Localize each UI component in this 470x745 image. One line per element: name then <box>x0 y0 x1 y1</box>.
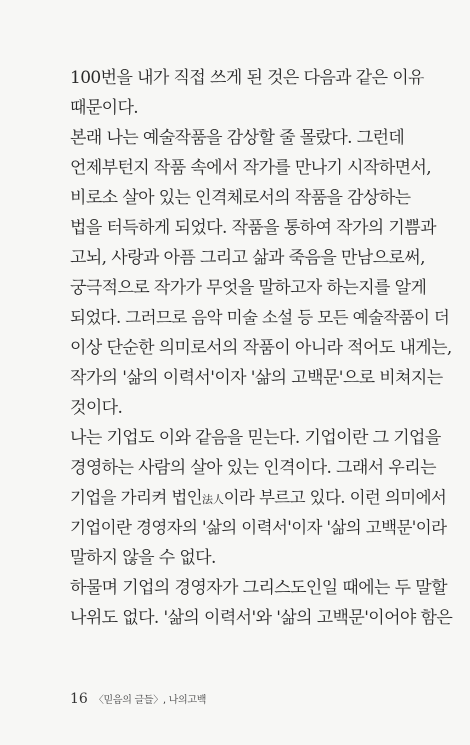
text-line: 고뇌, 사랑과 아픔 그리고 삶과 죽음을 만남으로써, <box>70 248 425 268</box>
text-line: 언제부턴지 작품 속에서 작가를 만나기 시작하면서, <box>70 158 432 178</box>
text-segment: 기업을 가리켜 법인 <box>70 488 203 507</box>
text-line: 기업이란 경영자의 '삶의 이력서'이자 '삶의 고백문'이라 <box>70 518 447 537</box>
text-line: 나위도 없다. '삶의 이력서'와 '삶의 고백문'이어야 함은 <box>70 608 453 628</box>
text-line: 작가의 '삶의 이력서'이자 '삶의 고백문'으로 비쳐지는 <box>70 368 443 388</box>
running-title: 〈믿음의 글들〉, 나의고백 <box>93 695 207 706</box>
text-line: 때문이다. <box>70 98 139 118</box>
text-line: 본래 나는 예술작품을 감상할 줄 몰랐다. 그런데 <box>70 128 405 148</box>
text-line: 경영하는 사람의 살아 있는 인격이다. 그래서 우리는 <box>70 458 436 478</box>
text-line <box>70 486 446 510</box>
hanja-annotation: 法人 <box>202 493 224 506</box>
text-line: 법을 터득하게 되었다. 작품을 통하여 작가의 기쁨과 <box>70 218 436 238</box>
text-segment: 이라 부르고 있다. 이런 의미에서 <box>223 488 447 507</box>
text-line: 비로소 살아 있는 인격체로서의 작품을 감상하는 <box>70 188 411 208</box>
text-line: 하물며 기업의 경영자가 그리스도인일 때에는 두 말할 <box>70 578 447 598</box>
text-line: 것이다. <box>70 398 123 418</box>
text-line: 이상 단순한 의미로서의 작품이 아니라 적어도 내게는, <box>70 338 452 358</box>
text-line: 말하지 않을 수 없다. <box>70 548 216 568</box>
text-line: 나는 기업도 이와 같음을 믿는다. 기업이란 그 기업을 <box>70 428 441 448</box>
text-line: 되었다. 그러므로 음악 미술 소설 등 모든 예술작품이 더 <box>70 308 450 327</box>
text-line: 궁극적으로 작가가 무엇을 말하고자 하는지를 알게 <box>70 278 427 298</box>
text-line: 100번을 내가 직접 쓰게 된 것은 다음과 같은 이유 <box>70 68 424 88</box>
page-footer <box>70 689 206 709</box>
page-number: 16 <box>70 691 88 707</box>
